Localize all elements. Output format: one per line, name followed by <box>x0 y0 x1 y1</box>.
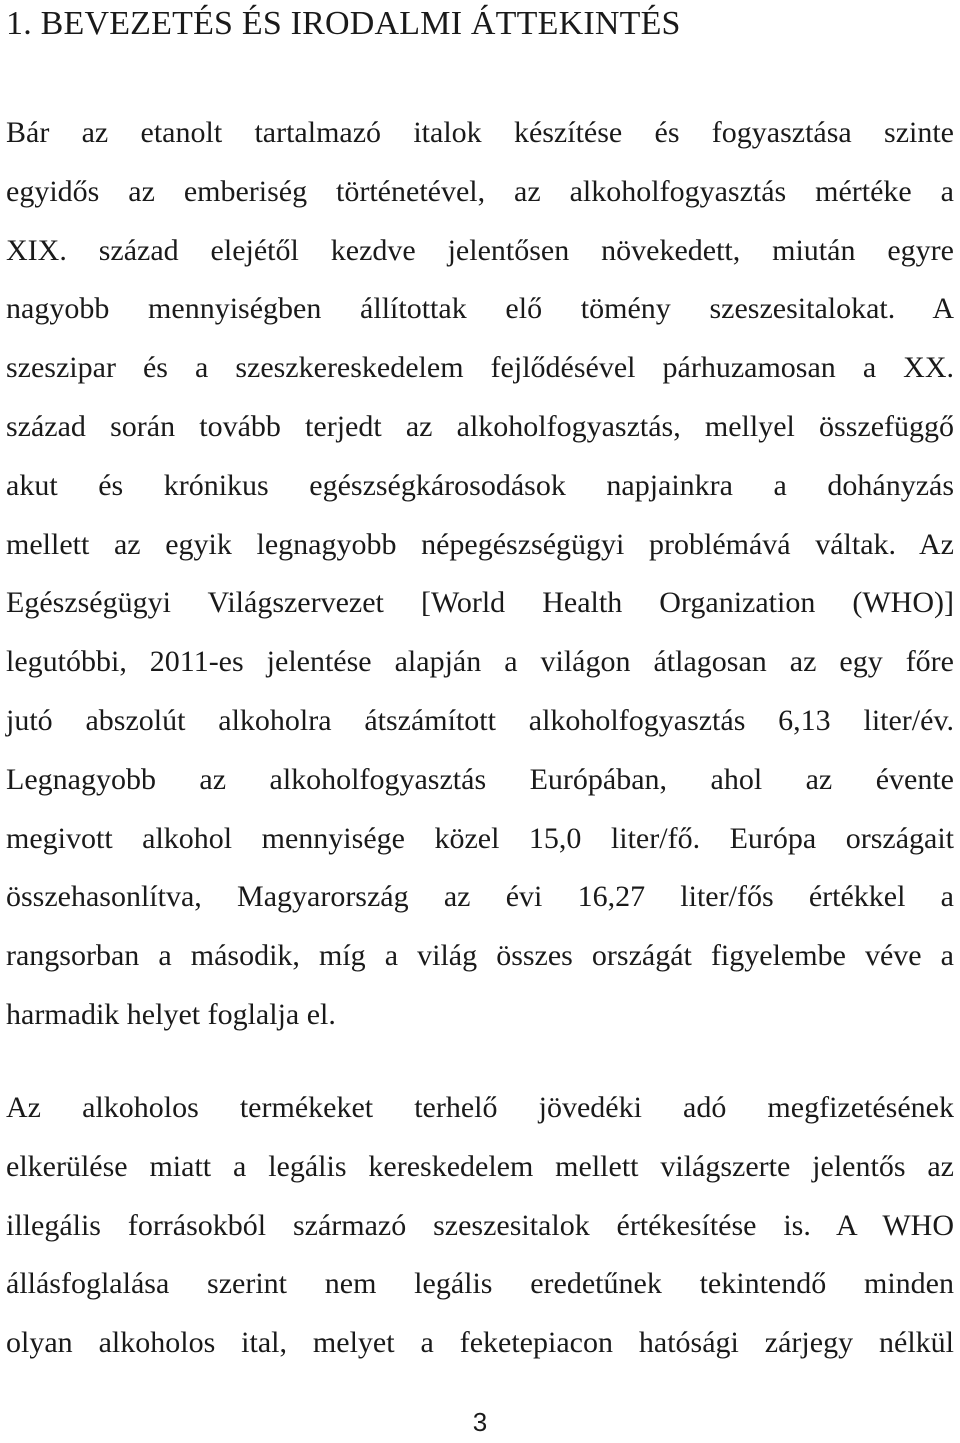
text-line: Egészségügyi Világszervezet [World Health Organization (WHO)] <box>6 586 954 620</box>
text-line: összehasonlítva, Magyarország az évi 16,27 liter/fős értékkel a <box>6 880 954 914</box>
text-line: illegális forrásokból származó szeszesitalok értékesítése is. A WHO <box>6 1208 954 1242</box>
chapter-heading: 1. BEVEZETÉS ÉS IRODALMI ÁTTEKINTÉS <box>6 5 681 42</box>
text-line: olyan alkoholos ital, melyet a feketepiacon hatósági zárjegy nélkül <box>6 1326 954 1360</box>
paragraph-2 <box>6 1079 954 1373</box>
text-line: jutó abszolút alkoholra átszámított alkoholfogyasztás 6,13 liter/év. <box>6 703 954 737</box>
text-line: harmadik helyet foglalja el. <box>6 997 336 1031</box>
text-line: megivott alkohol mennyisége közel 15,0 liter/fő. Európa országait <box>6 821 954 855</box>
text-line: szeszipar és a szeszkereskedelem fejlődésével párhuzamosan a XX. <box>6 351 954 385</box>
text-line: legutóbbi, 2011-es jelentése alapján a világon átlagosan az egy főre <box>6 645 954 679</box>
text-line: Bár az etanolt tartalmazó italok készítése és fogyasztása szinte <box>6 116 954 149</box>
text-line: akut és krónikus egészségkárosodások napjainkra a dohányzás <box>6 468 954 502</box>
text-line: Legnagyobb az alkoholfogyasztás Európában, ahol az évente <box>6 762 954 796</box>
page-number: 3 <box>472 1407 488 1437</box>
text-line: XIX. század elejétől kezdve jelentősen növekedett, miután egyre <box>6 233 954 267</box>
text-line: mellett az egyik legnagyobb népegészségügyi problémává váltak. Az <box>6 527 954 561</box>
text-line: állásfoglalása szerint nem legális eredetűnek tekintendő minden <box>6 1267 954 1301</box>
text-line: rangsorban a második, míg a világ összes országát figyelembe véve a <box>6 939 954 973</box>
text-line: elkerülése miatt a legális kereskedelem mellett világszerte jelentős az <box>6 1149 954 1183</box>
text-line: Az alkoholos termékeket terhelő jövedéki adó megfizetésének <box>6 1091 954 1124</box>
paragraph-1 <box>6 104 954 1045</box>
text-line: egyidős az emberiség történetével, az alkoholfogyasztás mértéke a <box>6 174 954 208</box>
text-line: nagyobb mennyiségben állítottak elő tömény szeszesitalokat. A <box>6 292 954 326</box>
text-line: század során tovább terjedt az alkoholfogyasztás, mellyel összefüggő <box>6 409 954 443</box>
